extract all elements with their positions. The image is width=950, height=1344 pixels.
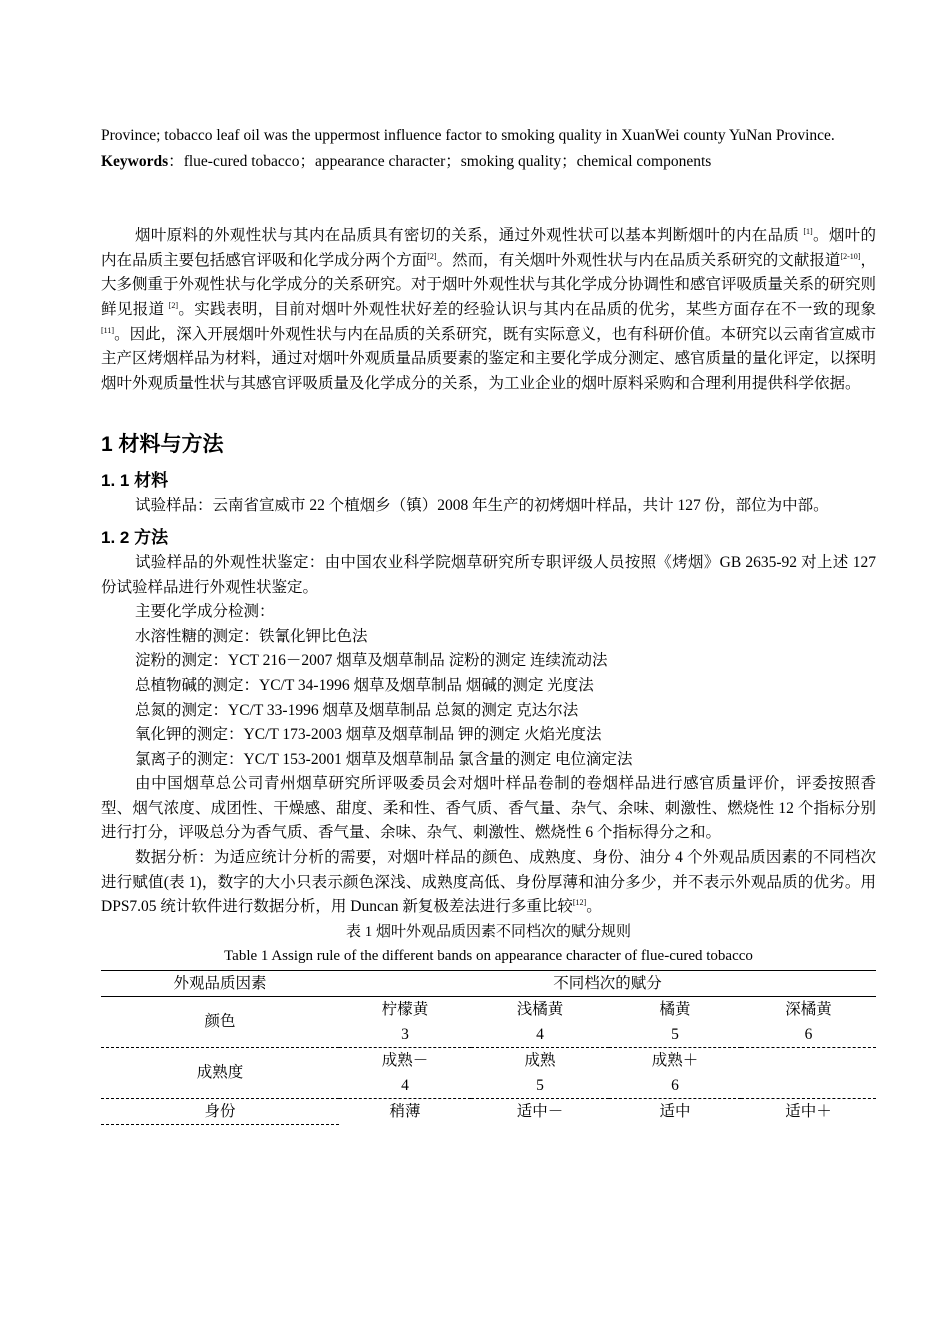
table-cell	[741, 1047, 876, 1073]
intro-text-2: 。烟叶的内在品质主要包括感官评吸和化学成分两个方面	[101, 227, 876, 269]
table-cell: 成熟	[524, 1051, 556, 1069]
citation-3: [2-10]	[840, 251, 861, 261]
method-chloride: 氯离子的测定：YC/T 153-2001 烟草及烟草制品 氯含量的测定 电位滴定法	[135, 750, 633, 768]
table-cell: 3	[339, 1022, 471, 1048]
color-label: 颜色	[101, 996, 339, 1047]
table-cell: 橘黄	[659, 1000, 691, 1018]
intro-text-3: 。然而，有关烟叶外观性状与内在品质关系研究的文献报道	[436, 251, 841, 269]
citation-5: [11]	[101, 325, 115, 335]
table-cell: 成熟＋	[651, 1051, 699, 1069]
data-analysis-end: 。	[586, 898, 602, 916]
citation-1: [1]	[803, 227, 813, 237]
table-cell: 6	[741, 1022, 876, 1048]
citation-2: [2]	[427, 251, 437, 261]
chem-intro: 主要化学成分检测：	[135, 603, 275, 621]
table-cell: 稍薄	[389, 1103, 421, 1121]
table-cell: 浅橘黄	[516, 1000, 564, 1018]
materials-text: 试验样品：云南省宣威市 22 个植烟乡（镇）2008 年生产的初烤烟叶样品，共计 127 份，部位为中部。	[135, 497, 829, 515]
keywords-text: flue-cured tobacco；appearance character；smoking quality；chemical components	[183, 152, 712, 170]
body-label: 身份	[101, 1098, 339, 1124]
keywords-sep: ：	[168, 152, 184, 170]
table-cell: 适中－	[516, 1103, 564, 1121]
abstract-tail: Province; tobacco leaf oil was the uppermost influence factor to smoking quality in XuanWei county YuNan Province.	[101, 127, 835, 144]
table-row	[101, 996, 876, 1022]
table-caption-en: Table 1 Assign rule of the different bands on appearance character of flue-cured tobacco	[224, 947, 753, 964]
table-cell: 成熟－	[381, 1051, 429, 1069]
data-analysis-text: 数据分析：为适应统计分析的需要，对烟叶样品的颜色、成熟度、身份、油分 4 个外观品质因素的不同档次进行赋值(表 1)，数字的大小只表示颜色深浅、成熟度高低、身份厚薄和油分多少，并不表示外观品质的优劣。用 DPS7.05 统计软件进行数据分析，用 Duncan 新复极差法进行多重比较	[101, 849, 876, 916]
section-1-1-heading: 1. 1 材料	[101, 471, 169, 491]
table-caption-cn: 表 1 烟叶外观品质因素不同档次的赋分规则	[345, 923, 631, 940]
method-sugar: 水溶性糖的测定：铁氰化钾比色法	[135, 627, 368, 645]
table-row	[101, 1047, 876, 1073]
intro-paragraph	[101, 224, 876, 396]
table-cell	[741, 1073, 876, 1099]
table-cell: 深橘黄	[785, 1000, 832, 1018]
table-cell: 6	[609, 1073, 741, 1099]
method-nitrogen: 总氮的测定：YC/T 33-1996 烟草及烟草制品 总氮的测定 克达尔法	[135, 701, 579, 719]
intro-text-4: ，大多侧重于外观性状与化学成分的关系研究。对于烟叶外观性状与其化学成分协调性和感官评吸质量关系的研究则鲜见报道	[101, 251, 877, 318]
appearance-method: 试验样品的外观性状鉴定：由中国农业科学院烟草研究所专职评级人员按照《烤烟》GB 2635-92 对上述 127 份试验样品进行外观性状鉴定。	[101, 553, 876, 596]
page-content	[101, 124, 876, 1125]
table-cell: 5	[609, 1022, 741, 1048]
table-cell: 适中	[659, 1103, 691, 1121]
section-1-heading: 1 材料与方法	[101, 433, 224, 457]
keywords-label: Keywords	[101, 152, 169, 170]
header-bands: 不同档次的赋分	[339, 970, 876, 996]
table-cell: 适中＋	[785, 1103, 832, 1121]
header-factor: 外观品质因素	[101, 970, 339, 996]
intro-text-6: 。因此，深入开展烟叶外观性状与内在品质的关系研究，既有实际意义，也有科研价值。本研究以云南省宣威市主产区烤烟样品为材料，通过对烟叶外观质量品质要素的鉴定和主要化学成分测定、感官质量的量化评定，以探明烟叶外观质量性状与其感官评吸质量及化学成分的关系，为工业企业的烟叶原料采购和合理利用提供科学依据。	[101, 325, 877, 392]
intro-text-1: 烟叶原料的外观性状与其内在品质具有密切的关系，通过外观性状可以基本判断烟叶的内在品质	[135, 227, 804, 245]
method-starch: 淀粉的测定：YCT 216－2007 烟草及烟草制品 淀粉的测定 连续流动法	[135, 652, 608, 670]
intro-text-5: 。实践表明，目前对烟叶外观性状好差的经验认识与其内在品质的优劣，某些方面存在不一致的现象	[178, 300, 876, 318]
table-row	[101, 1098, 876, 1124]
table-cell: 5	[471, 1073, 609, 1099]
table-header-row	[101, 970, 876, 996]
table-cell: 4	[339, 1073, 471, 1099]
keywords-line	[101, 150, 876, 175]
table-cell: 4	[471, 1022, 609, 1048]
maturity-label: 成熟度	[101, 1047, 339, 1098]
citation-12: [12]	[572, 898, 587, 908]
data-analysis	[101, 846, 876, 920]
table-cell: 柠檬黄	[381, 1000, 429, 1018]
citation-4: [2]	[168, 300, 179, 310]
assign-rule-table	[101, 970, 876, 1125]
method-alkaloid: 总植物碱的测定：YC/T 34-1996 烟草及烟草制品 烟碱的测定 光度法	[135, 676, 594, 694]
sensory-method: 由中国烟草总公司青州烟草研究所评吸委员会对烟叶样品卷制的卷烟样品进行感官质量评价，评委按照香型、烟气浓度、成团性、干燥感、甜度、柔和性、香气质、香气量、杂气、余味、刺激性、燃烧性 12 个指标分别进行打分，评吸总分为香气质、香气量、余味、杂气、刺激性、燃烧性 6 个指标得分之和。	[101, 775, 876, 842]
method-potassium: 氧化钾的测定：YC/T 173-2003 烟草及烟草制品 钾的测定 火焰光度法	[135, 726, 602, 744]
section-1-2-heading: 1. 2 方法	[101, 527, 169, 547]
